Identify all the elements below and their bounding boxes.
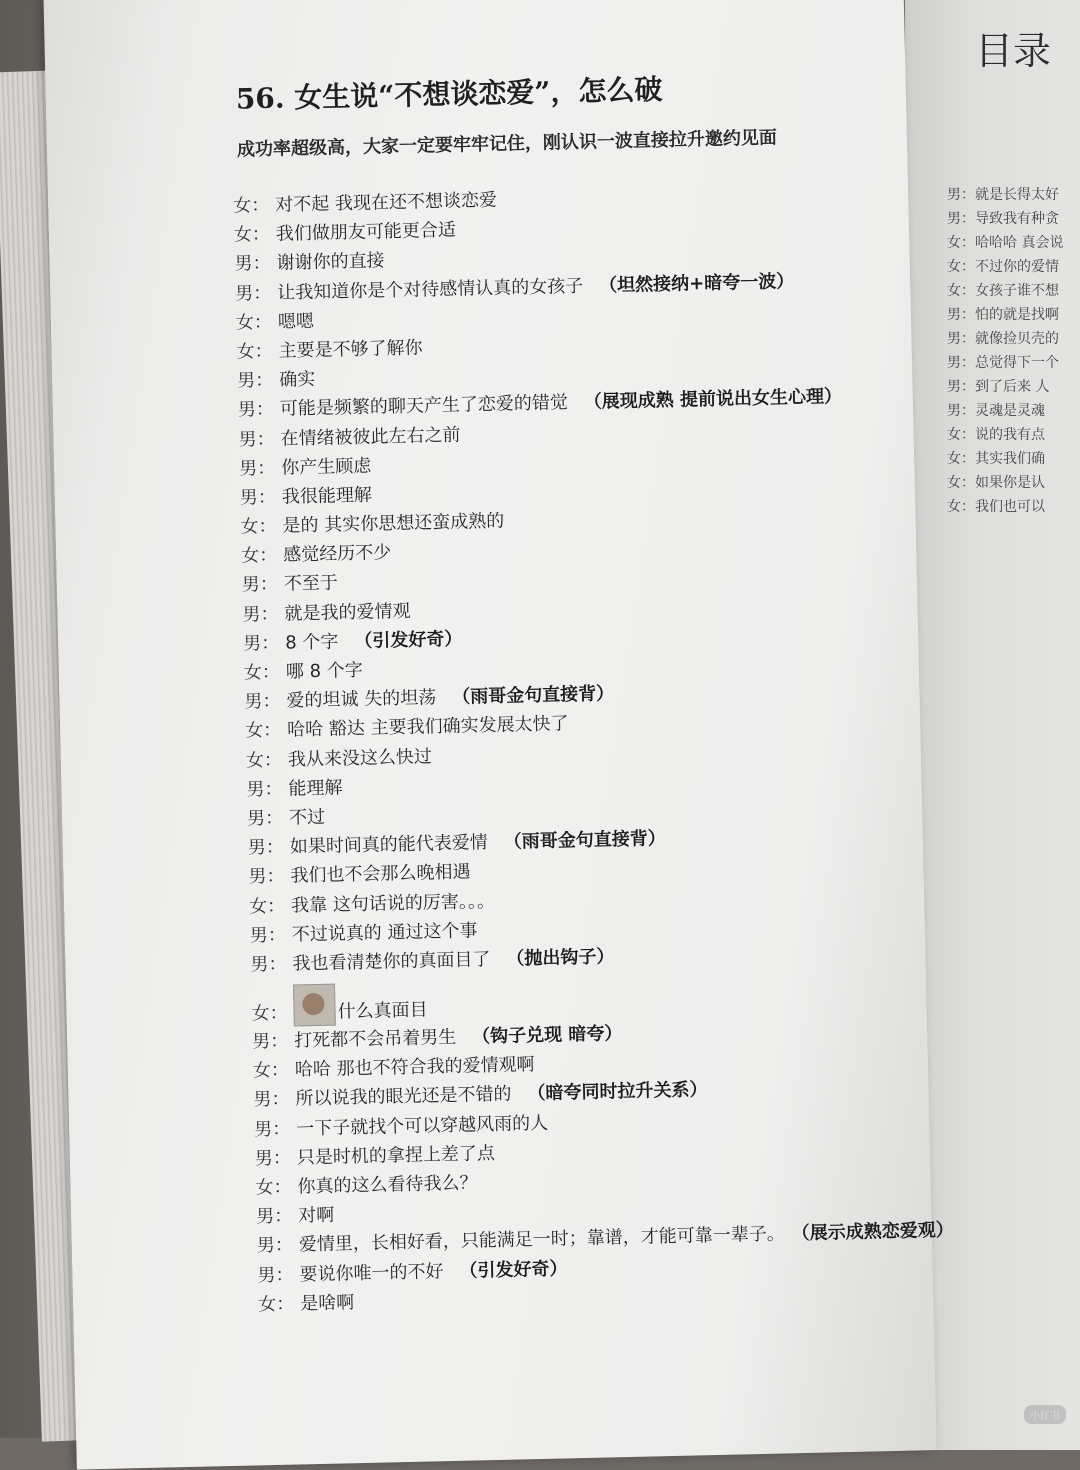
speaker-label: 男： xyxy=(242,603,279,626)
right-page-lines xyxy=(947,183,1063,519)
annotation-note: （引发好奇） xyxy=(354,628,463,652)
dialogue-text: 一下子就找个可以穿越风雨的人 xyxy=(295,1112,549,1140)
dialogue-list xyxy=(233,177,954,1320)
speaker-label: 男： xyxy=(246,807,284,830)
speaker-label: 男： xyxy=(256,1234,294,1257)
dialogue-text: 对啊 xyxy=(297,1204,335,1227)
speaker-label: 女： xyxy=(240,545,278,567)
dialogue-text: 所以说我的眼光还是不错的 xyxy=(295,1084,512,1110)
dialogue-text: 在情绪被彼此左右之前 xyxy=(280,424,461,450)
right-page-line: 男：怕的就是找啊 xyxy=(947,307,1059,323)
right-page-line: 女：不过你的爱情 xyxy=(947,259,1059,275)
right-page-line: 男：总觉得下一个 xyxy=(947,355,1059,371)
dialogue-text: 打死都不会吊着男生 xyxy=(293,1026,457,1052)
annotation-note: （暗夸同时拉升关系） xyxy=(527,1079,708,1105)
dialogue-text: 让我知道你是个对待感情认真的女孩子 xyxy=(277,275,584,304)
speaker-label: 女： xyxy=(251,1002,288,1025)
right-page-line: 男：灵魂是灵魂 xyxy=(947,403,1045,419)
speaker-label: 男： xyxy=(234,253,271,276)
dialogue-text: 你真的这么看待我么？ xyxy=(297,1172,478,1198)
dialogue-text: 8 个字 xyxy=(284,631,339,654)
speaker-label: 男： xyxy=(248,866,285,888)
speaker-label: 女： xyxy=(233,194,270,217)
dialogue-text: 要说你唯一的不好 xyxy=(299,1260,444,1286)
speaker-label: 男： xyxy=(253,1118,291,1141)
left-page xyxy=(43,0,954,1470)
dialogue-text: 我很能理解 xyxy=(281,484,373,508)
right-page-line: 男：到了后来 人 xyxy=(947,379,1050,395)
speaker-label: 男： xyxy=(255,1205,293,1228)
speaker-label: 男： xyxy=(238,428,275,451)
speaker-label: 男： xyxy=(242,632,280,655)
dialogue-text: 是的 其实你思想还蛮成熟的 xyxy=(282,510,505,537)
speaker-label: 女： xyxy=(255,1176,292,1199)
annotation-note: （引发好奇） xyxy=(459,1257,568,1282)
speaker-label: 男： xyxy=(257,1264,294,1286)
article-title: 56. 女生说“不想谈恋爱”，怎么破 xyxy=(235,72,663,116)
speaker-label: 女： xyxy=(252,1059,290,1082)
dialogue-text: 对不起 我现在还不想谈恋爱 xyxy=(275,189,498,216)
speaker-label: 女： xyxy=(235,311,273,334)
right-page-line: 男：就像捡贝壳的 xyxy=(947,331,1059,347)
dialogue-text: 不至于 xyxy=(283,572,339,596)
speaker-label: 女： xyxy=(243,661,281,684)
speaker-label: 男： xyxy=(246,778,283,801)
page-content xyxy=(205,63,954,1320)
dialogue-text: 你产生顾虑 xyxy=(280,455,372,479)
speaker-label: 男： xyxy=(244,690,281,713)
right-page-line: 男：导致我有种贪 xyxy=(947,211,1059,227)
dialogue-text: 哈哈 那也不符合我的爱情观啊 xyxy=(294,1054,535,1081)
dialogue-text: 我从来没这么快过 xyxy=(287,745,433,771)
dialogue-text: 哈哈 豁达 主要我们确实发展太快了 xyxy=(286,713,569,741)
dialogue-text: 嗯嗯 xyxy=(277,310,315,333)
speaker-label: 男： xyxy=(249,924,287,947)
confused-emoji-icon xyxy=(293,984,336,1027)
dialogue-text: 爱情里，长相好看，只能满足一时；靠谱，才能可靠一辈子。 xyxy=(298,1223,785,1256)
right-page-line: 女：女孩子谁不想 xyxy=(947,283,1059,299)
dialogue-text: 我们做朋友可能更合适 xyxy=(275,219,457,245)
annotation-note: （展示成熟恋爱观） xyxy=(800,1219,954,1245)
right-page-line: 男：就是长得太好 xyxy=(947,187,1059,203)
dialogue-text: 我靠 这句话说的厉害。。。 xyxy=(290,890,496,917)
dialogue-text: 我们也不会那么晚相遇 xyxy=(290,861,471,887)
dialogue-text: 哪 8 个字 xyxy=(285,659,363,683)
dialogue-text: 不过 xyxy=(288,806,326,829)
speaker-label: 女： xyxy=(233,224,271,246)
speaker-label: 男： xyxy=(237,369,274,392)
speaker-label: 男： xyxy=(235,282,272,305)
speaker-label: 女： xyxy=(245,749,283,772)
speaker-label: 女： xyxy=(240,515,277,538)
watermark-logo: 小红书 xyxy=(1024,1405,1066,1424)
dialogue-text: 只是时机的拿捏上差了点 xyxy=(296,1142,496,1169)
annotation-note: （雨哥金句直接背） xyxy=(451,683,615,709)
article-subtitle: 成功率超级高，大家一定要牢牢记住，刚认识一波直接拉升邀约见面 xyxy=(236,127,778,161)
dialogue-text: 是啥啊 xyxy=(299,1291,355,1315)
speaker-label: 女： xyxy=(257,1293,295,1316)
speaker-label: 男： xyxy=(241,574,279,597)
dialogue-text: 谢谢你的直接 xyxy=(276,250,385,275)
dialogue-text: 什么真面目 xyxy=(337,999,428,1023)
dialogue-text: 主要是不够了解你 xyxy=(278,337,423,362)
speaker-label: 女： xyxy=(248,895,286,918)
speaker-label: 男： xyxy=(237,399,275,421)
annotation-note: （抛出钩子） xyxy=(506,946,615,970)
speaker-label: 男： xyxy=(238,457,276,480)
speaker-label: 男： xyxy=(253,1089,290,1111)
annotation-note: （展现成熟 提前说出女生心理） xyxy=(583,386,843,414)
annotation-note: （雨哥金句直接背） xyxy=(503,828,666,853)
right-page-line: 女：其实我们确 xyxy=(947,451,1045,467)
speaker-label: 男： xyxy=(239,486,277,509)
speaker-label: 男： xyxy=(254,1147,292,1170)
annotation-note: （坦然接纳+暗夸一波） xyxy=(598,270,795,296)
right-page-line: 女：我们也可以 xyxy=(947,499,1045,515)
speaker-label: 男： xyxy=(247,836,285,859)
dialogue-text: 能理解 xyxy=(288,777,343,800)
right-page-line: 女：说的我有点 xyxy=(947,427,1045,443)
speaker-label: 女： xyxy=(244,720,282,742)
dialogue-text: 不过说真的 通过这个事 xyxy=(291,920,478,946)
speaker-label: 男： xyxy=(252,1030,289,1053)
dialogue-text: 我也看清楚你的真面目了 xyxy=(292,948,491,975)
right-page-line: 女：如果你是认 xyxy=(947,475,1045,491)
dialogue-text: 如果时间真的能代表爱情 xyxy=(289,832,489,858)
dialogue-text: 确实 xyxy=(279,369,316,391)
dialogue-text: 感觉经历不少 xyxy=(282,542,392,566)
toc-heading: 目录 xyxy=(975,29,1052,73)
annotation-note: （钩子兑现 暗夸） xyxy=(471,1023,623,1048)
speaker-label: 女： xyxy=(236,340,273,363)
dialogue-text: 可能是频繁的聊天产生了恋爱的错觉 xyxy=(279,392,569,420)
speaker-label: 男： xyxy=(250,953,287,976)
dialogue-text: 爱的坦诚 失的坦荡 xyxy=(286,687,437,712)
right-page-line: 女：哈哈哈 真会说 xyxy=(947,235,1064,251)
dialogue-text: 就是我的爱情观 xyxy=(284,600,411,625)
